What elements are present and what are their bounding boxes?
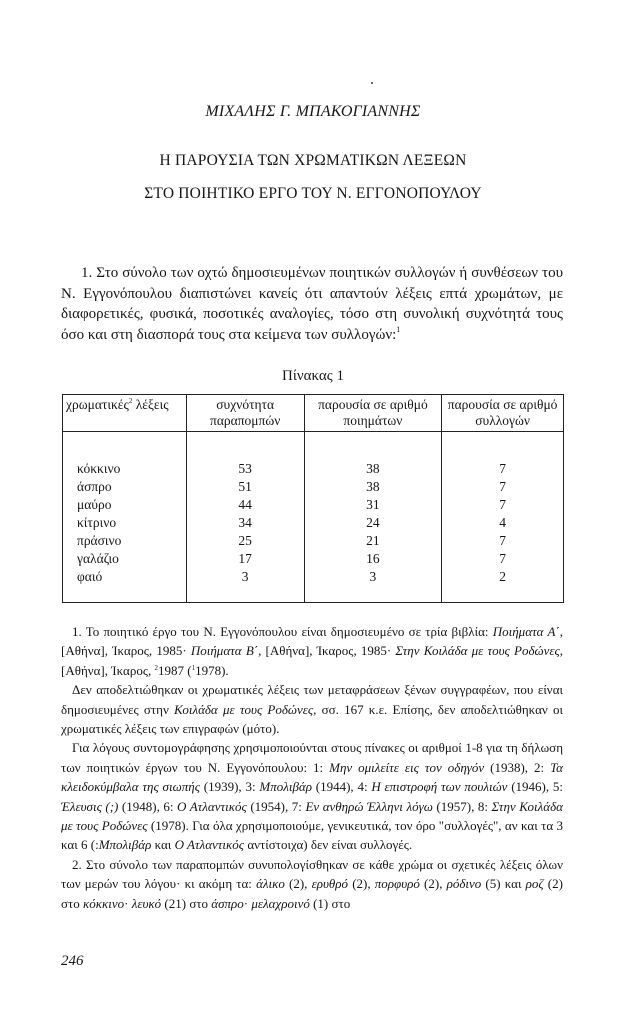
footnote-1-paragraph-2: Δεν αποδελτιώθηκαν οι χρωματικές λέξεις των μεταφράσεων ξένων συγγραφέων, που είναι δημοσιευμένες στην Κοιλάδα με τους Ροδώνες, σσ. 167 κ.ε. Επίσης, δεν αποδελτιώθηκαν οι χρωματικές λέξεις των επιγραφών (μότο). bbox=[61, 682, 563, 737]
intro-text: 1. Στο σύνολο των οχτώ δημοσιευμένων ποιητικών συλλογών ή συνθέσεων του Ν. Εγγονόπουλου διαπιστώνει κανείς ότι απαντούν λέξεις επτά χρωμάτων, με διαφορετικές, φυσικά, ποσοτικές αναλογίες, τόσο στη συνολική συχνότητά τους όσο και στη διασπορά τους στα κείμενα των συλλογών: bbox=[61, 265, 563, 343]
cell-poems: 31 bbox=[304, 496, 442, 514]
table-row bbox=[63, 496, 564, 514]
cell-frequency: 3 bbox=[186, 568, 304, 603]
cell-poems: 21 bbox=[304, 532, 442, 550]
table-row bbox=[63, 550, 564, 568]
author-name: ΜΙΧΑΛΗΣ Γ. ΜΠΑΚΟΓΙΑΝΝΗΣ bbox=[205, 103, 421, 120]
cell-word: κίτρινο bbox=[63, 514, 187, 532]
cell-poems: 3 bbox=[304, 568, 442, 603]
cell-collections: 2 bbox=[442, 568, 564, 603]
table-row bbox=[63, 514, 564, 532]
cell-poems: 16 bbox=[304, 550, 442, 568]
cell-collections: 4 bbox=[442, 514, 564, 532]
color-words-table bbox=[62, 394, 564, 603]
cell-frequency: 34 bbox=[186, 514, 304, 532]
cell-frequency: 44 bbox=[186, 496, 304, 514]
footnote-2: 2. Στο σύνολο των παραπομπών συνυπολογίσθηκαν σε κάθε χρώμα οι σχετικές λέξεις όλων των μερών του λόγου· κι ακόμη τα: άλικο (2), ερυθρό (2), πορφυρό (2), ρόδινο (5) και ροζ (2) στο κόκκινο· λευκό (21) στο άσπρο· μελαχροινό (1) στο bbox=[61, 856, 563, 911]
cell-word: άσπρο bbox=[63, 478, 187, 496]
speck-mark bbox=[371, 82, 373, 84]
footnote-1: 1. Το ποιητικό έργο του Ν. Εγγονόπουλου είναι δημοσιευμένο σε τρία βιβλία: Ποιήματα Α΄, [Αθήνα], Ίκαρος, 1985· Ποιήματα Β΄, [Αθήνα], Ίκαρος, 1985· Στην Κοιλάδα με τους Ροδώνες, [Αθήνα], Ίκαρος, $^2$1987 ($^1$1978). bbox=[61, 624, 563, 678]
table-caption: Πίνακας 1 bbox=[282, 368, 344, 384]
cell-frequency: 53 bbox=[186, 460, 304, 478]
article-title-line-1: Η ΠΑΡΟΥΣΙΑ ΤΩΝ ΧΡΩΜΑΤΙΚΩΝ ΛΕΞΕΩΝ bbox=[159, 152, 467, 169]
cell-word: μαύρο bbox=[63, 496, 187, 514]
table-row bbox=[63, 460, 564, 478]
footnote-ref-1: 1 bbox=[396, 324, 401, 334]
footnotes bbox=[61, 622, 563, 913]
header-frequency: συχνότητα παραπομπών bbox=[186, 395, 304, 432]
cell-poems: 38 bbox=[304, 478, 442, 496]
cell-collections: 7 bbox=[442, 550, 564, 568]
cell-word: κόκκινο bbox=[63, 460, 187, 478]
cell-frequency: 25 bbox=[186, 532, 304, 550]
header-poems: παρουσία σε αριθμό ποιημάτων bbox=[304, 395, 442, 432]
cell-word: φαιό bbox=[63, 568, 187, 603]
table-spacer-row bbox=[63, 432, 564, 461]
intro-paragraph bbox=[61, 263, 563, 345]
article-title-line-2: ΣΤΟ ΠΟΙΗΤΙΚΟ ΕΡΓΟ ΤΟΥ Ν. ΕΓΓΟΝΟΠΟΥΛΟΥ bbox=[144, 185, 482, 202]
cell-word: γαλάζιο bbox=[63, 550, 187, 568]
footnote-1-paragraph-3: Για λόγους συντομογράφησης χρησιμοποιούνται στους πίνακες οι αριθμοί 1-8 για τη δήλωση των ποιητικών έργων του Ν. Εγγονόπουλου: 1: Μην ομιλείτε εις τον οδηγόν (1938), 2: Τα κλειδοκύμβαλα της σιωπής (1939), 3: Μπολιβάρ (1944), 4: Η επιστροφή των πουλιών (1946), 5: Έλευσις (;) (1948), 6: Ο Ατλαντικός (1954), 7: Εν ανθηρώ Έλληνι λόγω (1957), 8: Στην Κοιλάδα με τους Ροδώνες (1978). Για όλα χρησιμοποιούμε, γενικευτικά, τον όρο "συλλογές", αν και τα 3 και 6 (:Μπολιβάρ και Ο Ατλαντικός αντίστοιχα) δεν είναι συλλογές. bbox=[61, 740, 564, 853]
cell-collections: 7 bbox=[442, 478, 564, 496]
header-color-words: χρωματικές$^2$ λέξεις bbox=[63, 395, 187, 432]
cell-collections: 7 bbox=[442, 460, 564, 478]
header-collections: παρουσία σε αριθμό συλλογών bbox=[442, 395, 564, 432]
cell-poems: 38 bbox=[304, 460, 442, 478]
table-row bbox=[63, 568, 564, 603]
table-row bbox=[63, 478, 564, 496]
cell-frequency: 17 bbox=[186, 550, 304, 568]
cell-collections: 7 bbox=[442, 532, 564, 550]
cell-poems: 24 bbox=[304, 514, 442, 532]
cell-word: πράσινο bbox=[63, 532, 187, 550]
page-number: 246 bbox=[61, 953, 84, 969]
cell-collections: 7 bbox=[442, 496, 564, 514]
cell-frequency: 51 bbox=[186, 478, 304, 496]
table-row bbox=[63, 532, 564, 550]
table-header-row bbox=[63, 395, 564, 432]
